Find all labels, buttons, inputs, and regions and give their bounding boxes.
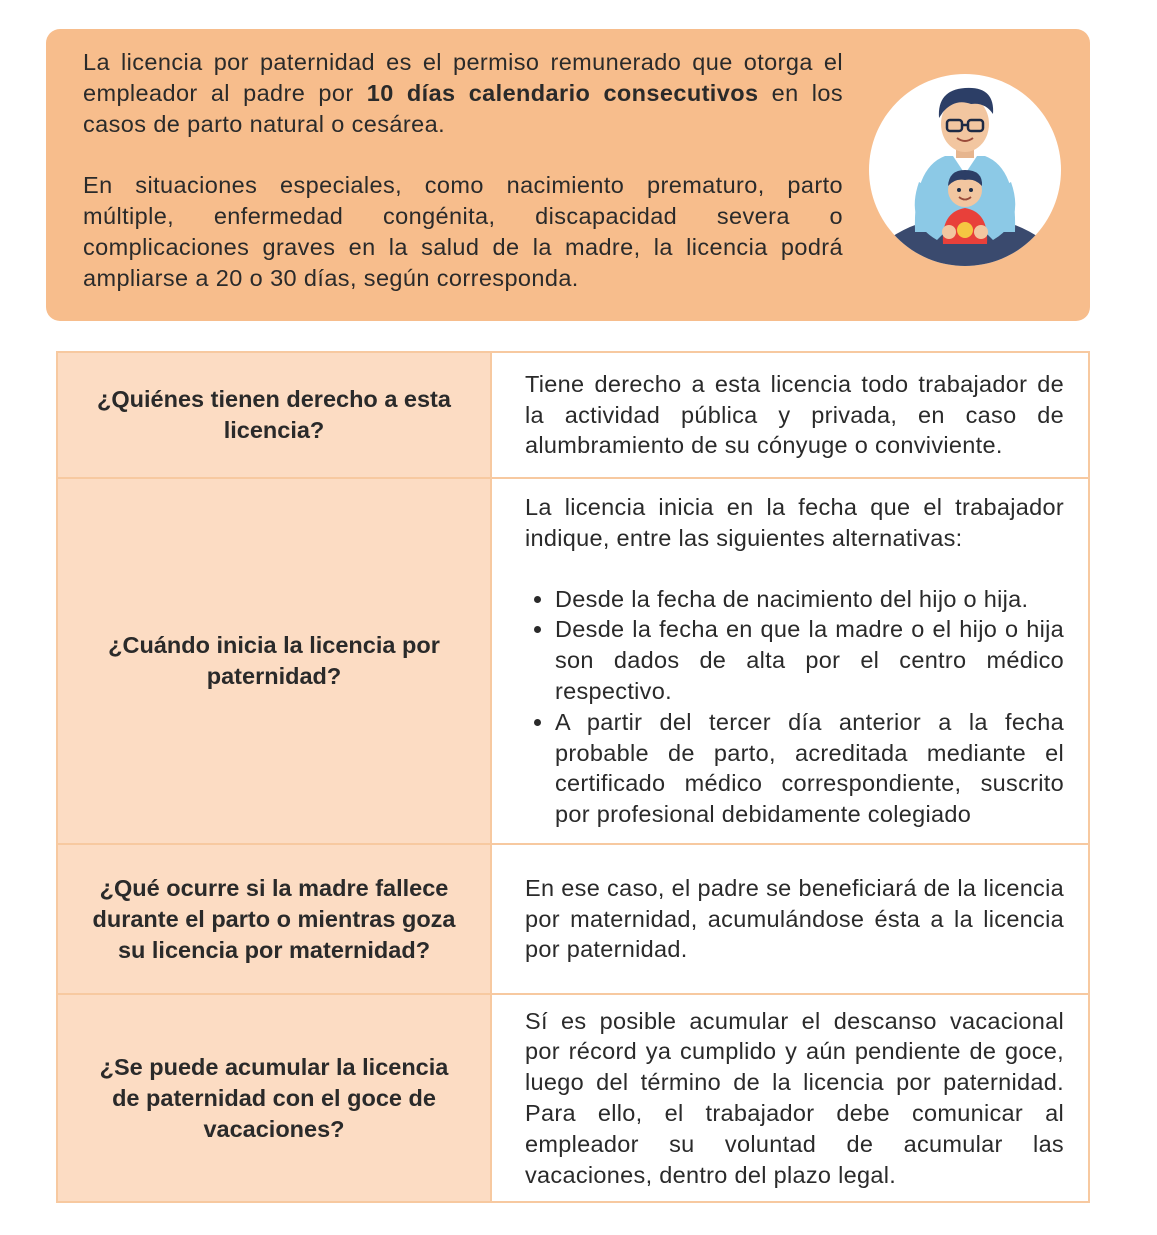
faq-answer-text: Tiene derecho a esta licencia todo trabajador de la actividad pública y privada, en caso de alumbramiento de su cónyuge o conviviente. [525,370,1064,459]
faq-question: ¿Cuándo inicia la licencia por paternidad? [57,478,491,844]
faq-answer-text: En ese caso, el padre se beneficiará de la licencia por maternidad, acumulándose ésta a la licencia por paternidad. [525,874,1064,963]
faq-answer-bullets [525,584,1064,830]
faq-answer-text: La licencia inicia en la fecha que el trabajador indique, entre las siguientes alternativas: [525,494,1064,551]
intro-p1-bold: 10 días calendario consecutivos [366,80,759,106]
faq-answer [491,352,1089,478]
faq-question: ¿Se puede acumular la licencia de paternidad con el goce de vacaciones? [57,994,491,1202]
intro-p1-start: La licencia por paternidad es el permiso remunerado que otorga el empleador al padre por [83,49,843,106]
intro-paragraph-2: En situaciones especiales, como nacimiento prematuro, parto múltiple, enfermedad congénita, discapacidad severa o complicaciones graves en la salud de la madre, la licencia podrá ampliarse a 20 o 30 días, según corresponda. [83,172,843,291]
intro-p1-end: en los casos de parto natural o cesárea. [83,80,843,137]
faq-row [57,478,1089,844]
intro-paragraph-1 [83,47,843,140]
faq-answer [491,994,1089,1202]
faq-answer [491,478,1089,844]
faq-answer [491,844,1089,994]
intro-box [46,29,1090,321]
father-and-child-illustration [867,72,1063,268]
bullet-item: • Desde la fecha en que la madre o el hijo o hija son dados de alta por el centro médico respectivo. [555,614,1064,706]
faq-row [57,352,1089,478]
bullet-item: • Desde la fecha de nacimiento del hijo o hija. [555,584,1064,615]
intro-text [83,47,843,324]
faq-answer-text: Sí es posible acumular el descanso vacacional por récord ya cumplido y aún pendiente de goce, luego del término de la licencia por paternidad. Para ello, el trabajador debe comunicar al empleador su voluntad de acumular las vacaciones, dentro del plazo legal. [525,1007,1064,1188]
faq-question: ¿Qué ocurre si la madre fallece durante el parto o mientras goza su licencia por maternidad? [57,844,491,994]
faq-question: ¿Quiénes tienen derecho a esta licencia? [57,352,491,478]
bullet-item: • A partir del tercer día anterior a la fecha probable de parto, acreditada mediante el certificado médico correspondiente, suscrito por profesional debidamente colegiado [555,707,1064,830]
faq-row [57,994,1089,1202]
faq-table [56,351,1090,1203]
faq-row [57,844,1089,994]
